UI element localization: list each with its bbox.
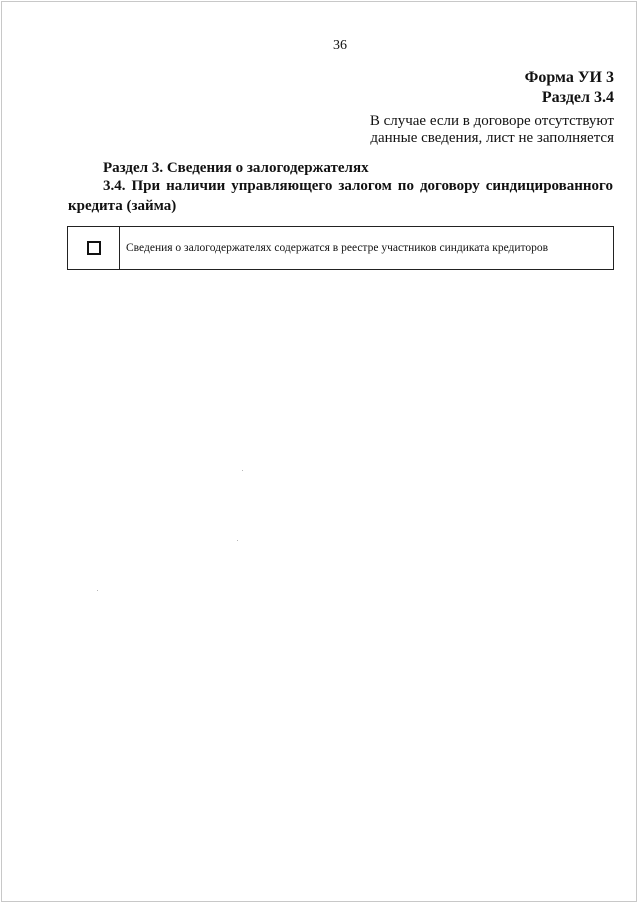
scan-speck (237, 540, 238, 541)
scan-speck (97, 590, 98, 591)
syndicate-registry-checkbox[interactable] (87, 241, 101, 255)
page-number: 36 (333, 38, 347, 53)
fill-note (370, 113, 614, 147)
form-title-block (525, 68, 614, 108)
section-reference: Раздел 3.4 (541, 89, 614, 106)
fill-note-line-2: данные сведения, лист не заполняется (370, 130, 614, 146)
form-title: Форма УИ 3 (524, 69, 614, 86)
fill-note-line-1: В случае если в договоре отсутствуют (369, 113, 614, 129)
section-heading: Раздел 3. Сведения о залогодержателях (103, 160, 369, 176)
checkbox-cell (68, 227, 120, 269)
subsection-heading: 3.4. При наличии управляющего залогом по договору синдицированного кредита (займа) (68, 178, 613, 214)
scan-speck (242, 470, 243, 471)
option-table (67, 226, 614, 270)
syndicate-registry-label: Сведения о залогодержателях содержатся в реестре участников синдиката кредиторов (126, 242, 549, 254)
